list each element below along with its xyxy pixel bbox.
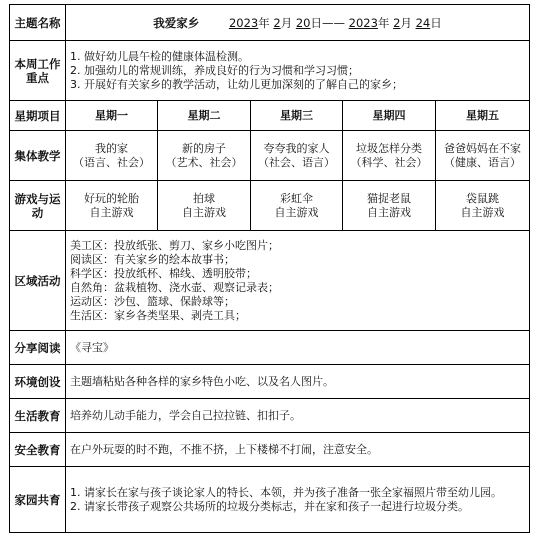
game-type: 自主游戏 <box>89 205 134 219</box>
game-title: 好玩的轮胎 <box>84 191 139 205</box>
safety-education-content: 在户外玩耍的时不跑，不推不挤，上下楼梯不打闹，注意安全。 <box>66 433 530 467</box>
environment-label: 环境创设 <box>10 365 66 399</box>
lesson-title: 爸爸妈妈在不家 <box>444 141 521 155</box>
sharing-reading-label: 分享阅读 <box>10 331 66 365</box>
end-month: 2 <box>393 15 401 30</box>
life-education-content: 培养幼儿动手能力，学会自己拉拉链、扣扣子。 <box>66 399 530 433</box>
game-type: 自主游戏 <box>274 205 319 219</box>
weekly-focus-item: 3. 开展好有关家乡的教学活动，让幼儿更加深刻的了解自己的家乡； <box>70 77 403 91</box>
area-activity-content <box>66 231 530 331</box>
area-item: 运动区：沙包、篮球、保龄球等； <box>70 294 235 308</box>
topic-name: 我爱家乡 <box>153 15 200 30</box>
area-item: 生活区：家乡各类坚果、剥壳工具； <box>70 308 246 322</box>
day-thursday: 星期四 <box>343 101 436 131</box>
game-cell <box>158 181 251 231</box>
area-activity-label: 区域活动 <box>10 231 66 331</box>
group-teaching-label: 集体教学 <box>10 131 66 181</box>
home-school-row <box>10 467 530 533</box>
day-monday: 星期一 <box>66 101 158 131</box>
game-type: 自主游戏 <box>367 205 411 219</box>
home-school-item: 2. 请家长带孩子观察公共场所的垃圾分类标志，并在家和孩子一起进行垃圾分类。 <box>70 499 469 513</box>
weekly-focus-item: 2. 加强幼儿的常规训练，养成良好的行为习惯和学习习惯； <box>70 63 359 77</box>
group-teaching-cell <box>66 131 158 181</box>
month-char-1: 月 <box>280 15 293 30</box>
games-label: 游戏与运动 <box>10 181 66 231</box>
month-char-2: 月 <box>400 15 412 30</box>
environment-content: 主题墙粘贴各种各样的家乡特色小吃、以及名人图片。 <box>66 365 530 399</box>
environment-row <box>10 365 530 399</box>
lesson-domain: （社会、语言） <box>258 155 335 169</box>
end-year: 2023 <box>348 15 378 30</box>
end-day: 24 <box>415 15 431 30</box>
lesson-title: 垃圾怎样分类 <box>356 141 422 155</box>
lesson-title: 我的家 <box>95 141 128 155</box>
day-tuesday: 星期二 <box>158 101 251 131</box>
lesson-domain: （健康、语言） <box>444 155 521 169</box>
lesson-domain: （科学、社会） <box>350 155 428 169</box>
area-item: 阅读区：有关家乡的绘本故事书； <box>70 252 235 266</box>
area-item: 自然角：盆栽植物、浇水壶、观察记录表； <box>70 280 279 294</box>
group-teaching-cell <box>158 131 251 181</box>
area-item: 美工区：投放纸张、剪刀、家乡小吃图片； <box>70 238 279 252</box>
group-teaching-cell <box>251 131 343 181</box>
day-friday: 星期五 <box>436 101 530 131</box>
group-teaching-cell <box>343 131 436 181</box>
home-school-content <box>66 467 530 533</box>
game-title: 猫捉老鼠 <box>367 191 411 205</box>
life-education-row <box>10 399 530 433</box>
group-teaching-cell <box>436 131 530 181</box>
home-school-item: 1. 请家长在家与孩子谈论家人的特长、本领，并为孩子准备一张全家福照片带至幼儿园。 <box>70 485 502 499</box>
lesson-title: 新的房子 <box>182 141 226 155</box>
title-row <box>10 5 530 41</box>
game-cell <box>343 181 436 231</box>
group-teaching-row <box>10 131 530 181</box>
sharing-reading-content: 《寻宝》 <box>66 331 530 365</box>
range-separator: —— <box>322 15 345 30</box>
topic-and-dates <box>66 5 530 41</box>
weekly-focus-item: 1. 做好幼儿晨午检的健康体温检测。 <box>70 49 249 63</box>
game-title: 彩虹伞 <box>280 191 313 205</box>
game-type: 自主游戏 <box>460 205 505 219</box>
area-item: 科学区：投放纸杯、棉线、透明胶带； <box>70 266 257 280</box>
safety-education-row <box>10 433 530 467</box>
game-title: 拍球 <box>193 191 215 205</box>
weekly-focus-label: 本周工作重点 <box>10 41 66 101</box>
area-activity-row <box>10 231 530 331</box>
weekly-plan-table <box>9 4 530 533</box>
sharing-reading-row <box>10 331 530 365</box>
lesson-domain: （艺术、社会） <box>165 155 243 169</box>
days-label: 星期项目 <box>10 101 66 131</box>
lesson-domain: （语言、社会） <box>73 155 150 169</box>
start-month: 2 <box>273 15 281 30</box>
games-row <box>10 181 530 231</box>
year-char-2: 年 <box>377 15 390 30</box>
game-cell <box>66 181 158 231</box>
start-year: 2023 <box>228 15 259 30</box>
days-row <box>10 101 530 131</box>
game-title: 袋鼠跳 <box>466 191 499 205</box>
weekly-focus-row <box>10 41 530 101</box>
game-type: 自主游戏 <box>182 205 226 219</box>
safety-education-label: 安全教育 <box>10 433 66 467</box>
year-char-1: 年 <box>258 15 270 30</box>
topic-label: 主题名称 <box>10 5 66 41</box>
lesson-title: 夸夸我的家人 <box>263 141 330 155</box>
life-education-label: 生活教育 <box>10 399 66 433</box>
day-wednesday: 星期三 <box>251 101 343 131</box>
home-school-label: 家园共育 <box>10 467 66 533</box>
game-cell <box>436 181 530 231</box>
day-char-1: 日 <box>310 15 322 30</box>
weekly-focus-content <box>66 41 530 101</box>
start-day: 20 <box>295 15 311 30</box>
game-cell <box>251 181 343 231</box>
day-char-2: 日 <box>430 15 442 30</box>
